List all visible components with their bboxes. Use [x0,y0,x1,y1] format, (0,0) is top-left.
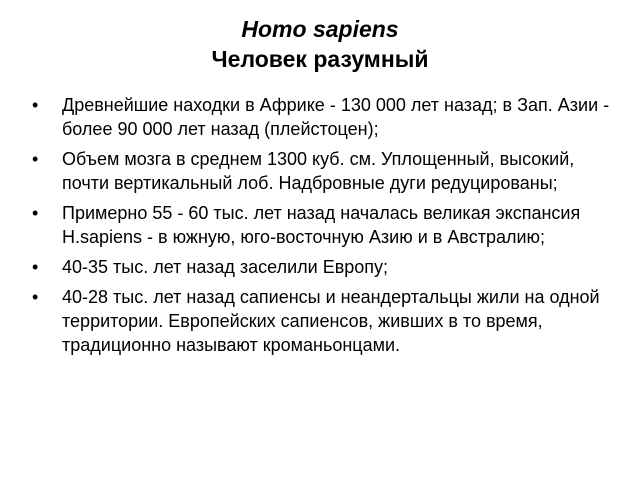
bullet-item-1 [30,93,610,141]
bullet-text: Древнейшие находки в Африке - 130 000 лет назад; в Зап. Азии - более 90 000 лет назад (плейстоцен); [62,95,610,139]
slide-title [0,14,640,74]
bullet-dot-icon: • [32,95,39,115]
bullet-dot-icon: • [32,149,39,169]
bullet-item-3 [30,201,610,249]
title-russian: Человек разумный [211,46,429,72]
bullet-text: 40-35 тыс. лет назад заселили Европу; [62,257,389,277]
bullet-dot-icon: • [32,203,39,223]
bullet-item-4 [30,255,610,279]
bullet-item-5 [30,285,610,357]
bullet-dot-icon: • [32,287,39,307]
bullet-item-2 [30,147,610,195]
bullet-list [30,93,610,363]
title-latin: Homo sapiens [241,16,399,42]
bullet-text: Объем мозга в среднем 1300 куб. см. Уплощенный, высокий, почти вертикальный лоб. Надбровные дуги редуцированы; [62,149,575,193]
bullet-text: Примерно 55 - 60 тыс. лет назад началась великая экспансия H.sapiens - в южную, юго-восточную Азию и в Австралию; [62,203,581,247]
bullet-text: 40-28 тыс. лет назад сапиенсы и неандертальцы жили на одной территории. Европейских сапиенсов, живших в то время, традиционно называют кроманьонцами. [62,287,600,355]
bullet-dot-icon: • [32,257,39,277]
